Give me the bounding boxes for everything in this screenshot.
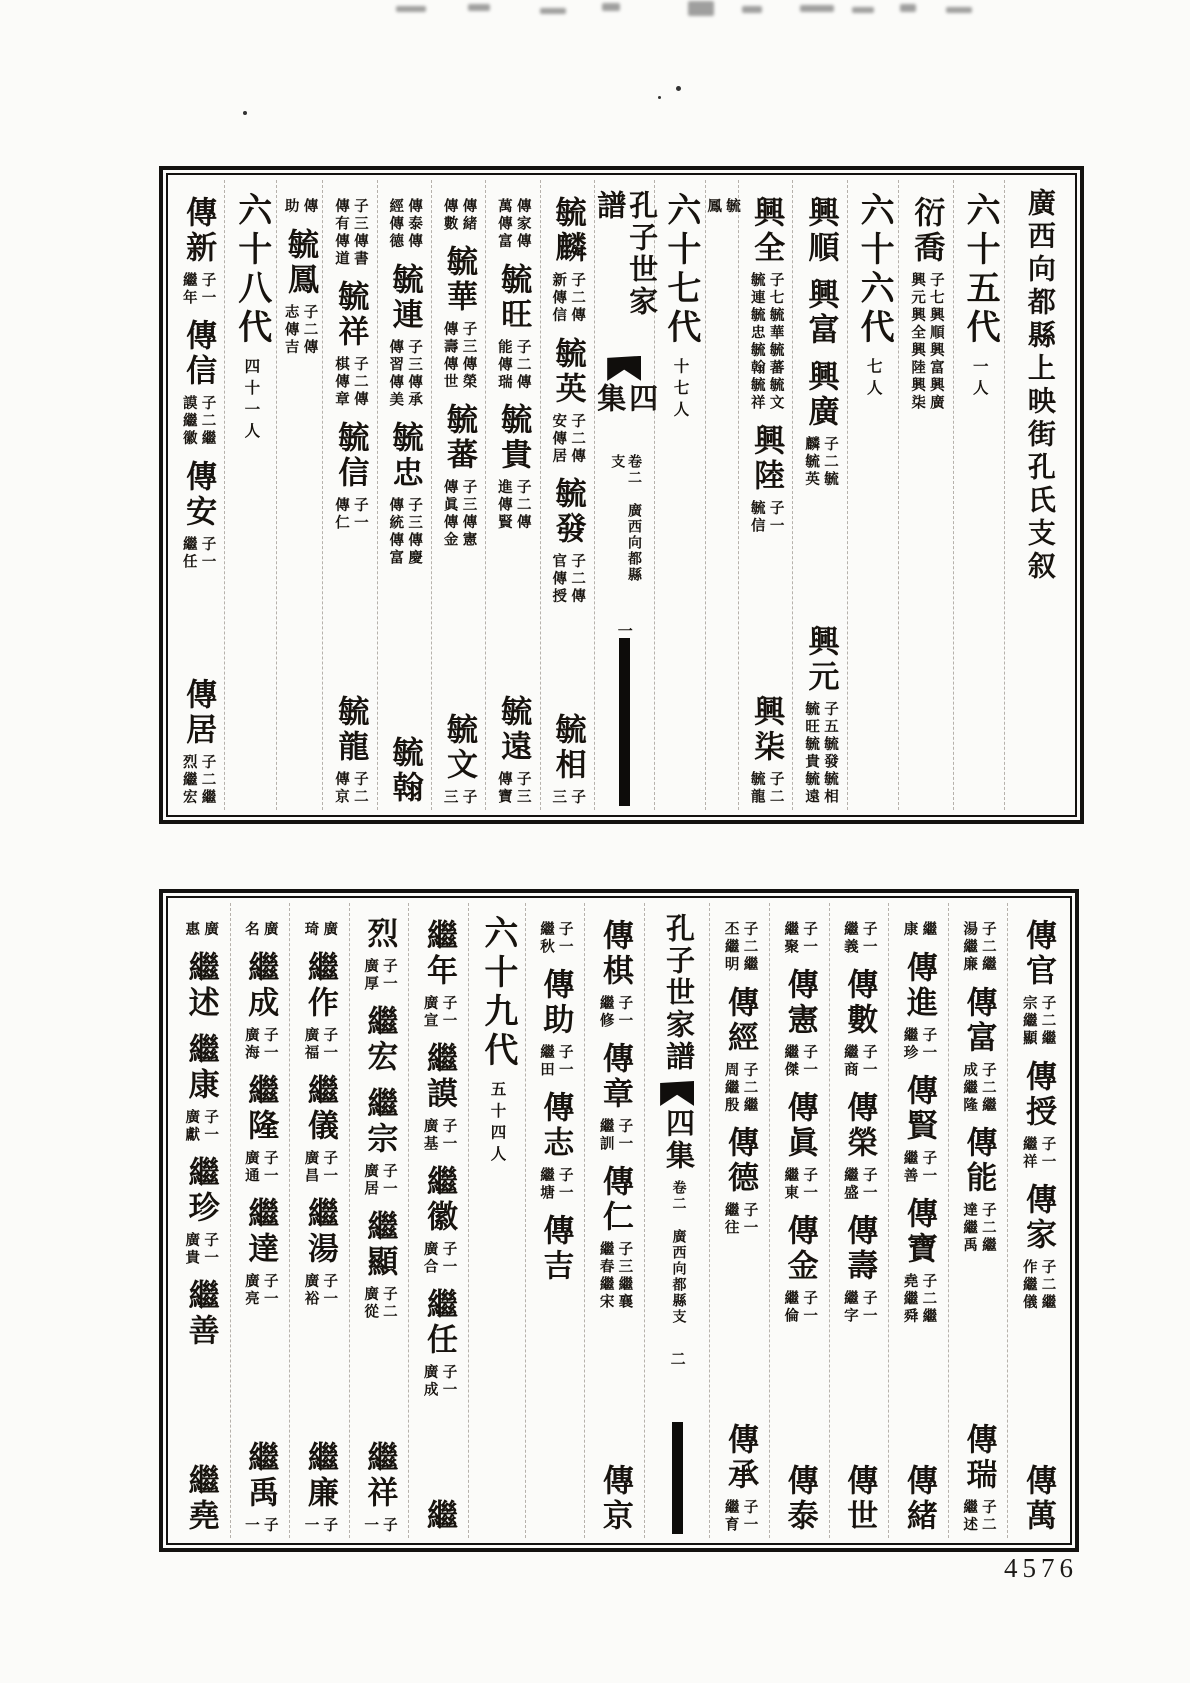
book-title: 孔子世家譜 — [593, 190, 658, 318]
entry-name: 繼謨 — [422, 1042, 458, 1112]
entry-annotation: 子一 繼修 — [597, 995, 633, 1030]
register-column — [705, 180, 738, 810]
entry-name: 興柒 — [749, 695, 785, 765]
generation-header: 六十九代 — [478, 915, 516, 1071]
annotation-continuation: 子二繼 丕繼明 — [722, 921, 758, 974]
entry-name: 繼堯 — [183, 1464, 219, 1534]
entry-annotation: 子一 廣基 — [421, 1118, 457, 1153]
entry-annotation: 子一 繼任 — [180, 535, 216, 571]
generation-count: 四十一人 — [242, 358, 260, 444]
entry-name: 毓鳳 — [283, 227, 319, 298]
entry-name: 毓信 — [333, 420, 369, 491]
entry-name: 傳承 — [723, 1423, 758, 1493]
bleed-through-mark — [800, 5, 834, 12]
bleed-through-mark — [468, 4, 490, 11]
register-column — [769, 903, 829, 1538]
entry-annotation: 子一 廣福 — [302, 1026, 338, 1062]
register-column — [792, 180, 846, 810]
entry-name: 繼宏 — [362, 1005, 398, 1075]
entry-name: 毓忠 — [387, 420, 423, 491]
entry-name: 繼達 — [243, 1196, 279, 1267]
register-column — [171, 180, 224, 810]
entry-name: 傳助 — [538, 968, 574, 1038]
entry-annotation: 子一 繼傑 — [782, 1044, 818, 1079]
entry-name: 傳章 — [597, 1042, 633, 1112]
entry-annotation: 子一 傳仁 — [332, 496, 368, 532]
entry-name: 傳授 — [1021, 1059, 1057, 1130]
branch-title: 廣西向都縣上映街孔氏支叙 — [1023, 188, 1055, 584]
entry-name: 毓龍 — [333, 695, 369, 765]
entry-name: 傳賢 — [901, 1073, 937, 1144]
entry-name: 繼述 — [183, 950, 219, 1021]
entry-annotation: 子一 繼善 — [901, 1149, 937, 1185]
entry-annotation: 子 三 — [441, 788, 477, 806]
fishtail-mark — [660, 1081, 694, 1106]
register-column — [289, 903, 349, 1538]
entry-name: 繼康 — [183, 1032, 219, 1103]
annotation-continuation: 傳緒 傳數 — [441, 198, 477, 233]
annotation-continuation: 繼 康 — [901, 921, 937, 939]
entry-name: 傳眞 — [782, 1091, 818, 1161]
generation-header: 六十八代 — [232, 192, 270, 348]
entry-name: 烈 — [362, 917, 398, 952]
entry-name: 傳能 — [961, 1126, 997, 1196]
entry-name: 毓遠 — [496, 695, 532, 765]
register-column — [888, 903, 948, 1538]
entry-name: 毓麟 — [550, 196, 586, 266]
entry-annotation: 子七毓華毓蕃毓文 毓連毓忠毓翰毓祥 — [748, 272, 784, 412]
entry-annotation: 子二傳 棋傳章 — [332, 356, 368, 409]
annotation-continuation: 子二繼 湯繼廉 — [961, 921, 996, 974]
entry-name: 傳世 — [842, 1464, 878, 1534]
annotation-continuation: 廣 名 — [242, 921, 278, 939]
entry-name: 繼成 — [243, 950, 279, 1021]
entry-annotation: 子一 廣合 — [421, 1241, 457, 1276]
entry-annotation: 子 一 — [362, 1516, 397, 1534]
entry-name: 毓華 — [441, 245, 477, 315]
entry-name: 繼隆 — [243, 1073, 279, 1144]
entry-name: 繼作 — [302, 950, 338, 1021]
entry-annotation: 子一 廣通 — [242, 1149, 278, 1185]
generation-count: 五十四人 — [488, 1081, 506, 1167]
bleed-through-mark — [540, 8, 566, 14]
entry-name: 傳經 — [723, 985, 758, 1056]
entry-name: 興廣 — [803, 360, 839, 430]
entry-name: 興全 — [749, 196, 785, 266]
chapter-label: 卷二 廣西向都縣支 — [609, 453, 641, 583]
entry-name: 毓蕃 — [441, 403, 477, 473]
entry-name: 毓發 — [550, 477, 586, 547]
entry-annotation: 子一 繼祥 — [1020, 1135, 1056, 1171]
register-column — [654, 180, 706, 810]
entry-annotation: 子二 毓龍 — [748, 771, 784, 806]
register-column — [468, 903, 525, 1538]
entry-annotation: 子 一 — [302, 1516, 338, 1534]
entry-annotation: 子二傳 安傳居 — [550, 412, 586, 465]
entry-annotation: 子一 廣宣 — [421, 995, 457, 1030]
generation-count: 七人 — [864, 358, 882, 401]
generation-header: 六十六代 — [855, 192, 893, 348]
annotation-continuation: 子一 繼聚 — [782, 921, 818, 956]
entry-annotation: 子七興順興富興廣 興元興全興陸興柒 — [909, 272, 944, 412]
register-column — [276, 180, 322, 810]
entry-name: 繼宗 — [362, 1087, 398, 1157]
chapter-label: 卷二 廣西向都縣支 — [670, 1180, 686, 1325]
folio-number: 一 — [615, 622, 632, 638]
bleed-through-mark — [742, 6, 762, 13]
entry-annotation: 子二繼 謨繼徽 — [180, 395, 216, 448]
entry-annotation: 子二傳 志傳吉 — [282, 303, 318, 356]
entry-annotation: 子二繼 達繼禹 — [961, 1202, 996, 1255]
annotation-continuation: 廣 琦 — [302, 921, 338, 939]
entry-name: 傳緒 — [901, 1464, 937, 1534]
entry-name-partial: 繼 — [422, 1499, 458, 1534]
register-column — [224, 180, 276, 810]
entry-annotation: 子二傳 能傳瑞 — [495, 338, 531, 391]
entry-name: 毓文 — [441, 712, 477, 783]
annotation-continuation: 傳家傳 萬傳富 — [495, 198, 531, 251]
entry-annotation: 子一 繼往 — [722, 1202, 758, 1237]
entry-annotation: 子一 繼年 — [180, 272, 216, 307]
bleed-through-mark — [688, 1, 714, 16]
register-column — [584, 903, 644, 1538]
entry-name: 傳德 — [723, 1126, 758, 1196]
entry-name: 傳壽 — [842, 1214, 878, 1284]
entry-annotation: 子一 廣居 — [362, 1163, 397, 1198]
register-column — [540, 180, 594, 810]
entry-annotation: 子一 繼東 — [782, 1167, 818, 1202]
entry-annotation: 子一 廣昌 — [302, 1149, 338, 1185]
register-column — [644, 903, 709, 1538]
entry-name: 傳憲 — [782, 968, 818, 1038]
entry-name: 傳瑞 — [961, 1423, 997, 1493]
entry-annotation: 子一 繼盛 — [841, 1167, 877, 1202]
entry-name: 繼善 — [183, 1278, 219, 1349]
entry-name: 繼年 — [422, 919, 458, 989]
entry-annotation: 子一 繼訓 — [597, 1118, 633, 1153]
annotation-continuation: 傳 助 — [282, 198, 318, 216]
entry-annotation: 子一 廣厚 — [362, 958, 397, 993]
entry-annotation: 子二傳 官傳授 — [550, 553, 586, 606]
register-column — [1007, 903, 1067, 1538]
volume-label: 四集 — [662, 1108, 695, 1172]
entry-annotation: 子二繼 成繼隆 — [961, 1061, 996, 1114]
entry-name: 興元 — [803, 625, 839, 695]
entry-name: 毓相 — [550, 712, 586, 783]
bleed-through-mark — [396, 6, 426, 12]
register-column — [349, 903, 409, 1538]
entry-annotation: 子一 毓信 — [748, 500, 784, 535]
entry-name: 傳信 — [181, 319, 217, 389]
register-column — [829, 903, 889, 1538]
top-register-box — [166, 173, 1077, 817]
entry-annotation: 子一 繼育 — [722, 1499, 758, 1534]
entry-name: 傳金 — [782, 1214, 818, 1284]
generation-header: 六十五代 — [961, 192, 999, 348]
entry-annotation: 子三傳憲 傳眞傳金 — [441, 479, 477, 549]
entry-name: 傳志 — [538, 1091, 574, 1161]
register-column — [593, 180, 658, 810]
entry-name: 毓祥 — [333, 280, 369, 350]
annotation-continuation: 子一 繼義 — [841, 921, 877, 956]
annotation-continuation: 毓 鳳 — [705, 198, 740, 216]
register-column — [709, 903, 769, 1538]
entry-annotation: 子三傳榮 傳壽傳世 — [441, 321, 477, 391]
entry-annotation: 子一 繼商 — [841, 1044, 877, 1079]
entry-annotation: 子二傳 進傳賢 — [495, 479, 531, 532]
register-column — [431, 180, 485, 810]
entry-name: 繼廉 — [302, 1440, 338, 1511]
entry-name: 衍喬 — [909, 196, 945, 266]
entry-name: 繼禹 — [243, 1440, 279, 1511]
bleed-through-mark — [946, 7, 972, 13]
ink-speck — [658, 96, 661, 99]
register-column — [377, 180, 431, 810]
entry-annotation: 子二繼 作繼儀 — [1020, 1258, 1056, 1311]
register-column — [898, 180, 952, 810]
entry-name: 傳京 — [597, 1464, 633, 1534]
entry-annotation: 子三繼襄 繼春繼宋 — [597, 1241, 633, 1311]
register-column — [525, 903, 585, 1538]
bleed-through-mark — [602, 3, 620, 11]
entry-annotation: 子二 傳京 — [332, 771, 368, 806]
entry-name: 傳仁 — [597, 1165, 633, 1235]
register-column — [408, 903, 468, 1538]
book-title: 孔子世家譜 — [662, 913, 695, 1073]
entry-annotation: 子二毓 麟毓英 — [803, 436, 838, 489]
entry-annotation: 子三傳承 傳習傳美 — [387, 338, 423, 409]
register-column — [738, 180, 792, 810]
entry-annotation: 子一 廣貴 — [183, 1231, 219, 1267]
entry-annotation: 子一 繼字 — [841, 1290, 877, 1325]
folio-number: 二 — [668, 1351, 685, 1366]
entry-name: 繼珍 — [183, 1155, 219, 1226]
entry-name: 繼任 — [422, 1288, 458, 1358]
entry-annotation: 子二繼 宗繼顯 — [1020, 995, 1056, 1048]
bleed-through-mark — [852, 7, 874, 13]
entry-name: 傳進 — [901, 950, 937, 1021]
entry-name: 毓連 — [387, 262, 423, 333]
entry-name: 傳吉 — [538, 1214, 574, 1284]
generation-count: 十七人 — [671, 358, 689, 423]
entry-name: 繼儀 — [302, 1073, 338, 1144]
entry-annotation: 子二繼 烈繼宏 — [180, 753, 216, 806]
entry-annotation: 子一 繼珍 — [901, 1026, 937, 1062]
entry-annotation: 子三 傳寶 — [495, 771, 531, 806]
entry-annotation: 子二 繼述 — [961, 1499, 996, 1534]
entry-name: 傳寶 — [901, 1196, 937, 1267]
entry-name: 傳新 — [181, 196, 217, 266]
entry-name: 傳榮 — [842, 1091, 878, 1161]
entry-annotation: 子一 繼倫 — [782, 1290, 818, 1325]
annotation-continuation: 廣 惠 — [183, 921, 219, 939]
annotation-continuation: 傳泰傳 經傳德 — [387, 198, 423, 251]
entry-name: 傳官 — [1021, 919, 1057, 989]
entry-annotation: 子一 廣海 — [242, 1026, 278, 1062]
ink-speck — [243, 111, 247, 115]
entry-name: 興順 — [803, 196, 839, 266]
center-fold-bar — [672, 1422, 683, 1534]
annotation-continuation: 子三傳書 傳有傳道 — [332, 198, 368, 268]
entry-annotation: 子一 繼田 — [537, 1044, 573, 1079]
entry-name: 毓英 — [550, 336, 586, 407]
entry-name: 毓翰 — [387, 736, 423, 806]
entry-annotation: 子二傳 新傳信 — [550, 272, 586, 325]
entry-annotation: 子 三 — [550, 788, 586, 806]
entry-annotation: 子二 廣從 — [362, 1286, 397, 1321]
entry-annotation: 子一 繼塘 — [537, 1167, 573, 1202]
entry-name: 傳萬 — [1021, 1464, 1057, 1534]
entry-annotation: 子一 廣獻 — [183, 1108, 219, 1144]
register-column — [847, 180, 899, 810]
fishtail-mark — [607, 356, 641, 381]
entry-name: 繼湯 — [302, 1196, 338, 1267]
register-column — [1004, 180, 1072, 810]
register-column — [230, 903, 290, 1538]
entry-name: 傳棋 — [597, 919, 633, 989]
entry-annotation: 子二繼 周繼殷 — [722, 1061, 758, 1114]
annotation-continuation: 子一 繼秋 — [537, 921, 573, 956]
entry-name: 繼祥 — [362, 1440, 398, 1511]
ink-speck — [676, 86, 681, 91]
generation-count: 一人 — [970, 358, 988, 401]
entry-name: 繼顯 — [362, 1210, 398, 1280]
entry-name: 興富 — [803, 278, 839, 348]
entry-name: 傳富 — [961, 985, 997, 1056]
entry-annotation: 子一 廣裕 — [302, 1272, 338, 1308]
entry-name: 傳安 — [181, 459, 217, 530]
entry-name: 傳家 — [1021, 1182, 1057, 1253]
bottom-register-box — [166, 896, 1072, 1545]
entry-name: 傳居 — [181, 677, 217, 748]
page-number: 4576 — [1004, 1553, 1078, 1583]
center-fold-bar — [619, 638, 630, 806]
entry-name: 傳泰 — [782, 1464, 818, 1534]
register-column — [953, 180, 1005, 810]
register-column — [485, 180, 539, 810]
entry-name: 毓旺 — [496, 262, 532, 333]
entry-annotation: 子二繼 堯繼舜 — [901, 1272, 937, 1325]
volume-label: 四集 — [593, 382, 658, 415]
entry-annotation: 子一 廣成 — [421, 1364, 457, 1399]
register-column — [171, 903, 230, 1538]
entry-name: 繼徽 — [422, 1165, 458, 1235]
entry-annotation: 子一 廣亮 — [242, 1272, 278, 1308]
entry-name: 傳數 — [842, 968, 878, 1038]
entry-name: 毓貴 — [496, 403, 532, 473]
generation-header: 六十七代 — [661, 192, 699, 348]
bleed-through-mark — [900, 4, 916, 12]
entry-annotation: 子五毓發毓相 毓旺毓貴毓遠 — [803, 701, 838, 806]
entry-name: 興陸 — [749, 424, 785, 494]
entry-annotation: 子 一 — [242, 1516, 278, 1534]
register-column — [322, 180, 376, 810]
entry-annotation: 子三傳慶 傳統傳富 — [387, 496, 423, 567]
register-column — [948, 903, 1008, 1538]
